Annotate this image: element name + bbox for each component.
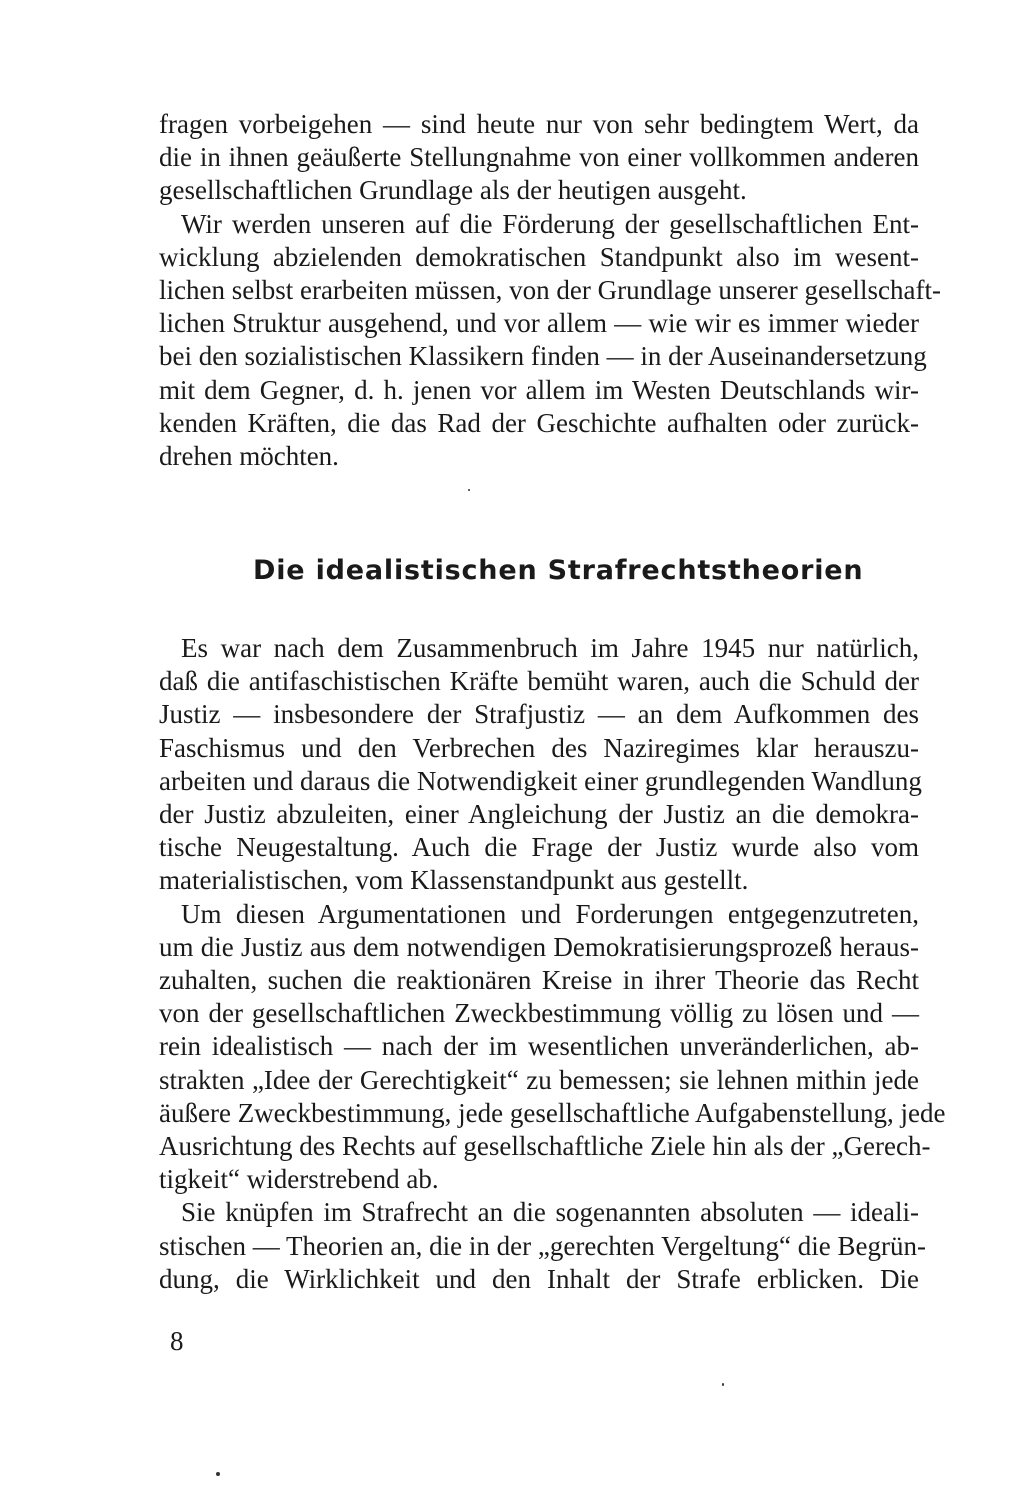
text-line: Faschismus und den Verbrechen des Naziregimes klar herauszu- (159, 732, 919, 763)
text-line: zuhalten, suchen die reaktionären Kreise in ihrer Theorie das Recht (159, 965, 919, 996)
text-line: der Justiz abzuleiten, einer Angleichung der Justiz an die demokra- (159, 799, 919, 830)
paragraph (159, 208, 941, 474)
text-line: fragen vorbeigehen — sind heute nur von sehr bedingtem Wert, da (159, 109, 919, 139)
text-line: bei den sozialistischen Klassikern finden — in der Auseinandersetzung (159, 341, 927, 372)
text-line: lichen selbst erarbeiten müssen, von der Grundlage unserer gesellschaft- (159, 275, 941, 306)
text-line: arbeiten und daraus die Notwendigkeit einer grundlegenden Wandlung (159, 765, 922, 796)
text-line: kenden Kräften, die das Rad der Geschichte aufhalten oder zurück- (159, 407, 919, 438)
print-speck (722, 1383, 724, 1386)
print-speck (468, 489, 470, 491)
text-line: daß die antifaschistischen Kräfte bemüht waren, auch die Schuld der (159, 666, 919, 697)
text-line: strakten „Idee der Gerechtigkeit“ zu bemessen; sie lehnen mithin jede (159, 1064, 919, 1095)
text-line: äußere Zweckbestimmung, jede gesellschaftliche Aufgabenstellung, jede (159, 1097, 946, 1128)
text-line: stischen — Theorien an, die in der „gerechten Vergeltung“ die Begrün- (159, 1230, 926, 1261)
text-line: Justiz — insbesondere der Strafjustiz — an dem Aufkommen des (159, 699, 919, 730)
text-line: Sie knüpfen im Strafrecht an die sogenannten absoluten — ideali- (181, 1197, 919, 1228)
text-line: tigkeit“ widerstrebend ab. (159, 1164, 439, 1195)
print-speck (216, 1472, 220, 1476)
page-number: 8 (170, 1326, 184, 1356)
text-line: gesellschaftlichen Grundlage als der heutigen ausgeht. (159, 175, 747, 206)
section-heading: Die idealistischen Strafrechtstheorien (253, 555, 864, 586)
text-line: Wir werden unseren auf die Förderung der gesellschaftlichen Ent- (181, 208, 919, 239)
text-line: dung, die Wirklichkeit und den Inhalt der Strafe erblicken. Die (159, 1263, 919, 1294)
text-line: drehen möchten. (159, 441, 339, 472)
text-line: die in ihnen geäußerte Stellungnahme von einer vollkommen anderen (159, 142, 919, 173)
paragraph (159, 108, 919, 208)
text-line: lichen Struktur ausgehend, und vor allem — wie wir es immer wieder (159, 308, 919, 339)
bottom-text-block (159, 632, 946, 1296)
top-text-block (159, 108, 941, 473)
text-line: rein idealistisch — nach der im wesentlichen unveränderlichen, ab- (159, 1031, 919, 1062)
paragraph (159, 1196, 926, 1296)
text-line: mit dem Gegner, d. h. jenen vor allem im Westen Deutschlands wir- (159, 374, 919, 405)
text-line: von der gesellschaftlichen Zweckbestimmung völlig zu lösen und — (159, 998, 919, 1029)
text-line: wicklung abzielenden demokratischen Standpunkt also im wesent- (159, 241, 919, 272)
paragraph (159, 898, 946, 1197)
text-line: Um diesen Argumentationen und Forderungen entgegenzutreten, (181, 898, 919, 929)
text-line: Es war nach dem Zusammenbruch im Jahre 1945 nur natürlich, (181, 633, 919, 663)
text-line: tische Neugestaltung. Auch die Frage der Justiz wurde also vom (159, 832, 919, 863)
paragraph (159, 632, 922, 898)
text-line: Ausrichtung des Rechts auf gesellschaftliche Ziele hin als der „Gerech- (159, 1131, 931, 1162)
text-line: um die Justiz aus dem notwendigen Demokratisierungsprozeß heraus- (159, 931, 919, 962)
text-line: materialistischen, vom Klassenstandpunkt aus gestellt. (159, 865, 749, 896)
